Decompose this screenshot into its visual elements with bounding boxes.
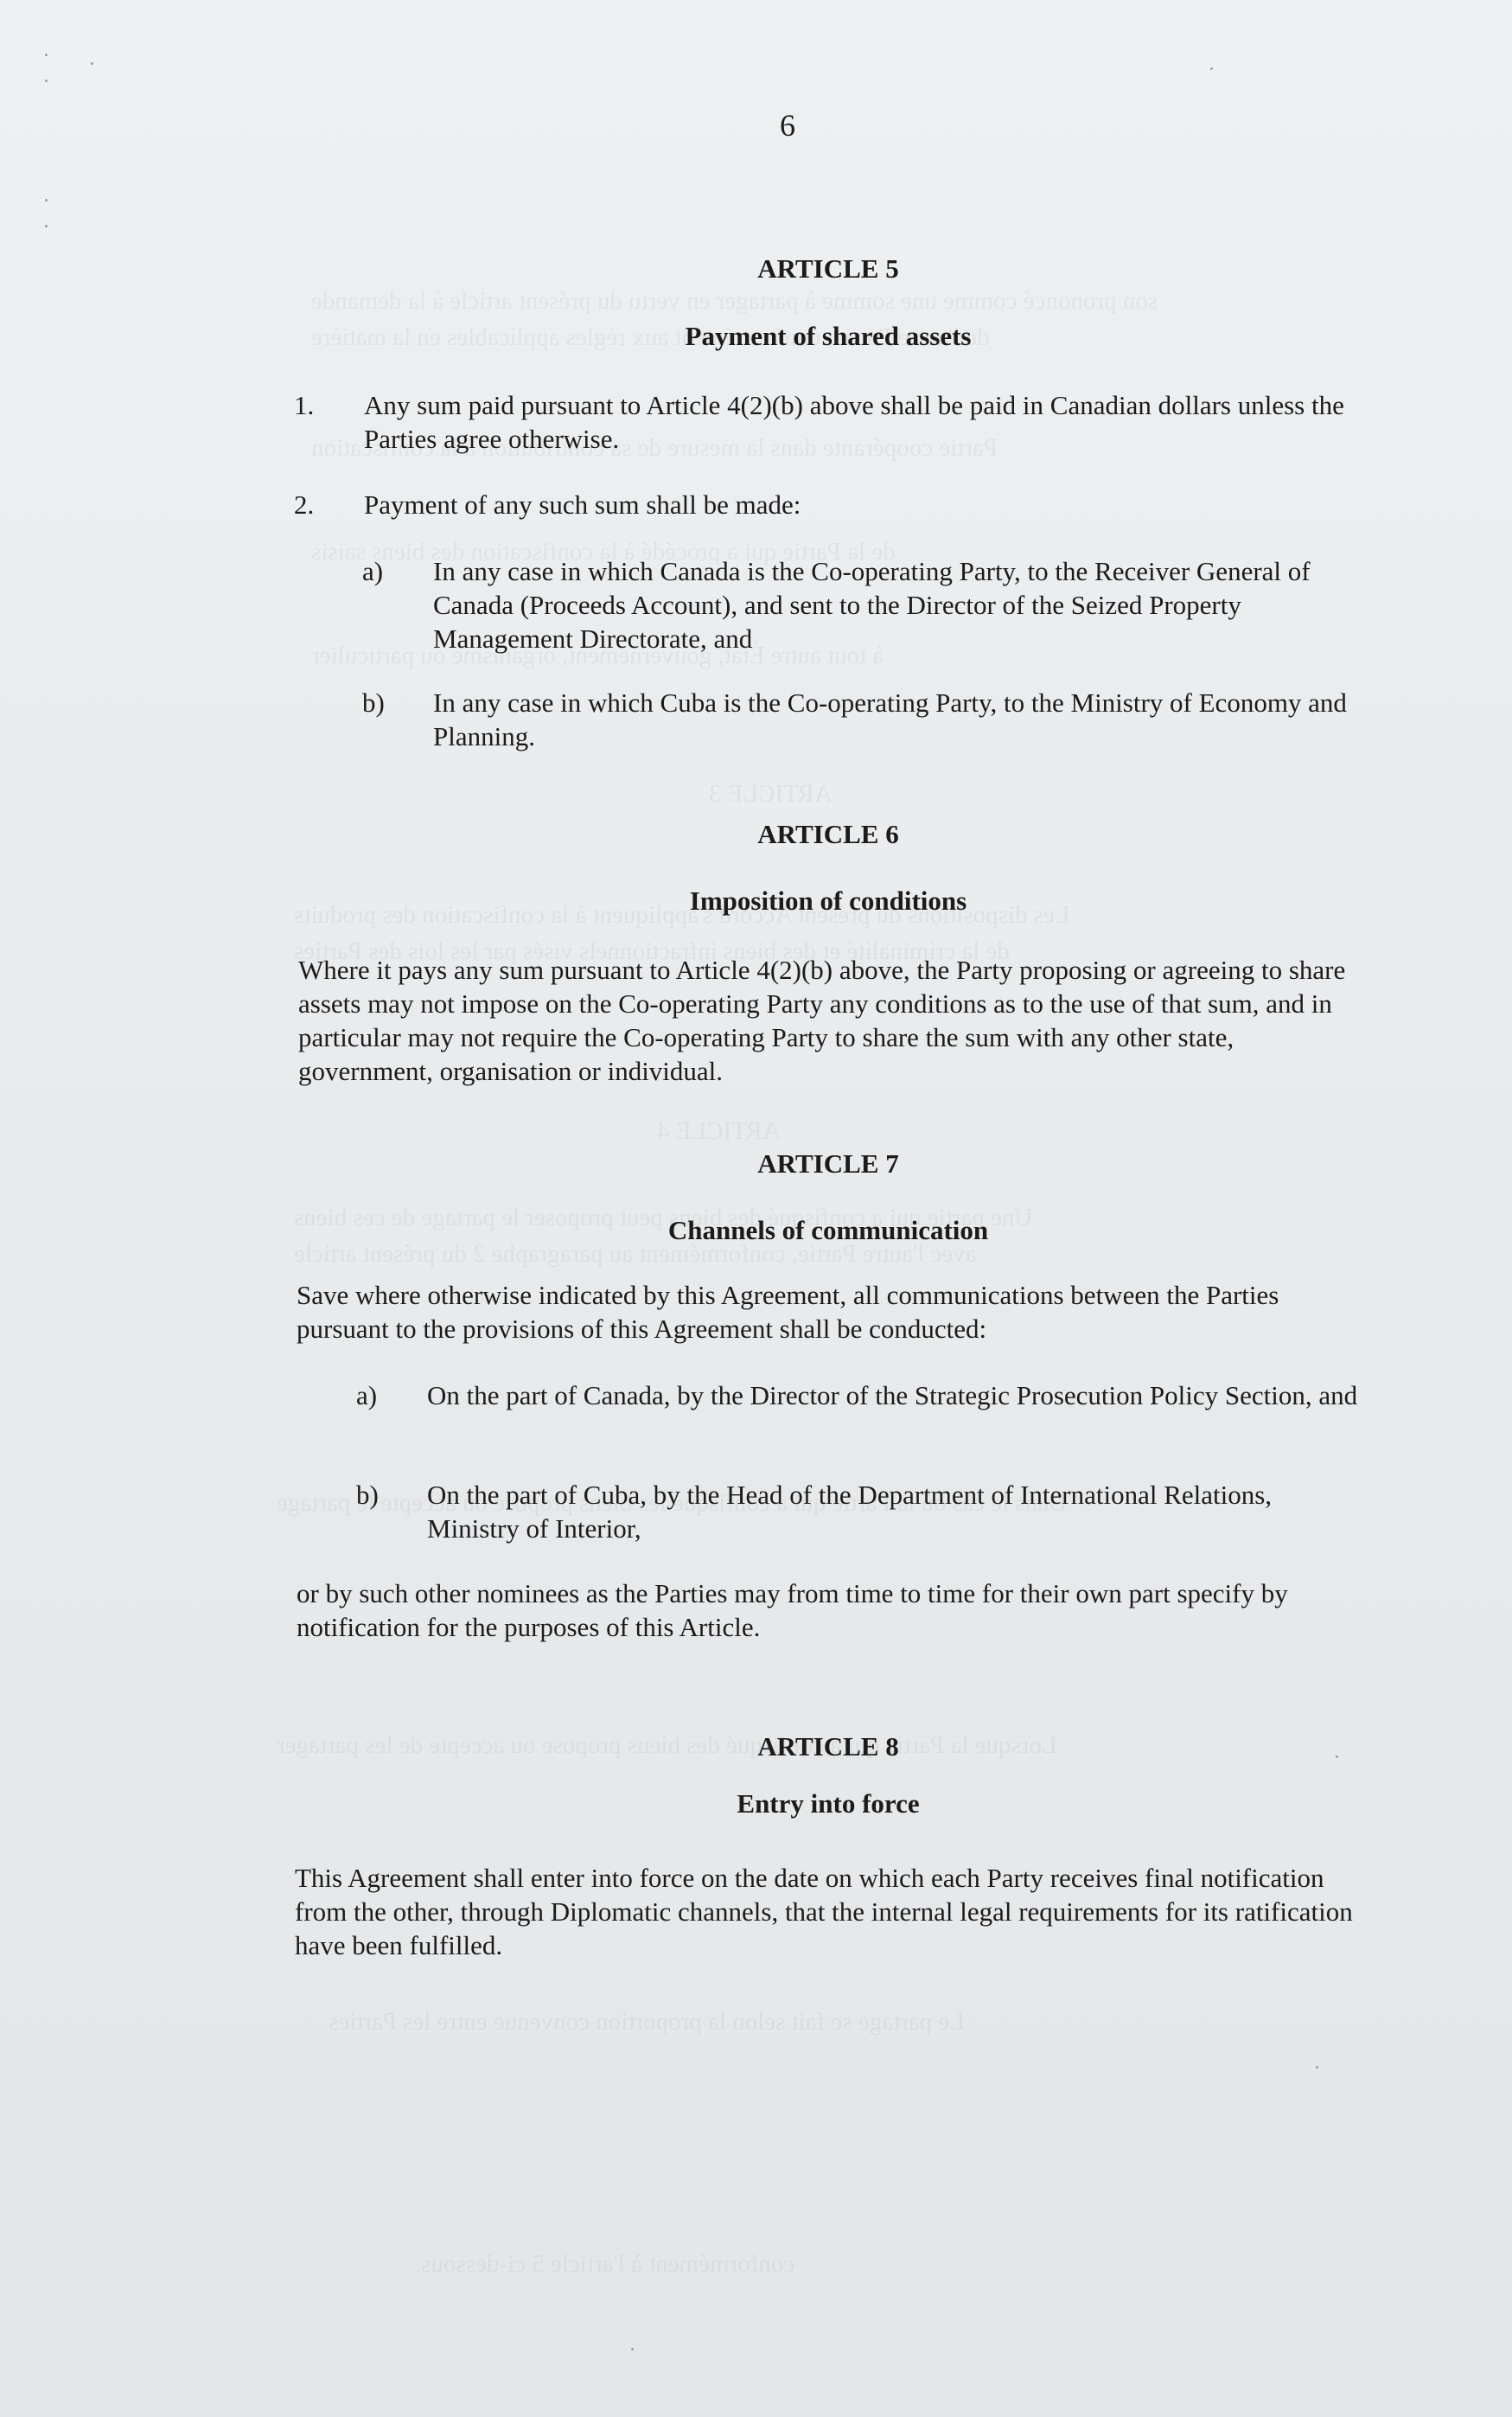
article-6-body: Where it pays any sum pursuant to Article 4(2)(b) above, the Party proposing or agreeing to share assets may not impose on the Co-operating Party any conditions as to the use of that sum, and in particular may not require the Co-operating Party to share the sum with any other state, government, organisation or individual. (298, 955, 1346, 1086)
article-8-heading: ARTICLE 8 (757, 1731, 899, 1762)
scan-speck (45, 199, 48, 201)
show-through-text (329, 2006, 965, 2038)
page-number: 6 (780, 108, 795, 143)
article-5-item-number: 1. (294, 390, 315, 420)
article-8-body: This Agreement shall enter into force on the date on which each Party receives final notification from the other, through Diplomatic channels, that the internal legal requirements for its ratification have been fulfilled. (295, 1863, 1353, 1960)
article-7-subitem-label: a) (356, 1380, 378, 1410)
article-5-subheading: Payment of shared assets (685, 321, 972, 351)
show-through-text (657, 1116, 780, 1148)
article-5-heading: ARTICLE 5 (757, 253, 899, 284)
show-through-text (415, 2248, 794, 2280)
article-5-item-text: Payment of any such sum shall be made: (364, 489, 801, 520)
scan-speck (631, 2348, 634, 2350)
article-6-heading: ARTICLE 6 (757, 819, 899, 849)
article-5-subitem-label: b) (362, 687, 385, 718)
article-5-subitem-label: a) (362, 556, 384, 586)
scan-speck (1210, 67, 1213, 70)
article-5-subitem-text: In any case in which Canada is the Co-operating Party, to the Receiver General of Canada (Proceeds Account), and sent to the Director of the Seized Property Management Directorate, and (433, 556, 1311, 654)
article-5-subitem-text: In any case in which Cuba is the Co-operating Party, to the Ministry of Economy and Planning. (433, 687, 1347, 751)
scan-speck (45, 54, 48, 56)
article-7-closing: or by such other nominees as the Parties may from time to time for their own part specify by notification for the purposes of this Article. (297, 1578, 1288, 1642)
article-5-item-text: Any sum paid pursuant to Article 4(2)(b) above shall be paid in Canadian dollars unless the Parties agree otherwise. (364, 390, 1344, 454)
scan-speck (91, 62, 93, 65)
scan-speck (45, 80, 48, 82)
show-through-text (311, 285, 1158, 317)
article-7-subheading: Channels of communication (667, 1215, 989, 1245)
article-7-heading: ARTICLE 7 (757, 1148, 899, 1179)
scan-speck (45, 225, 48, 227)
article-8-subheading: Entry into force (737, 1788, 920, 1819)
article-7-subitem-text: On the part of Canada, by the Director of the Strategic Prosecution Policy Section, and (427, 1380, 1358, 1410)
article-6-subheading: Imposition of conditions (689, 886, 967, 916)
article-5-item-number: 2. (294, 489, 315, 520)
scan-speck (1316, 2066, 1318, 2069)
article-7-subitem-label: b) (356, 1480, 379, 1510)
show-through-text (709, 778, 832, 810)
article-7-intro: Save where otherwise indicated by this Agreement, all communications between the Parties pursuant to the provisions of this Agreement shall be conducted: (297, 1280, 1279, 1344)
article-7-subitem-text: On the part of Cuba, by the Head of the Department of International Relations, Ministry of Interior, (427, 1480, 1273, 1544)
